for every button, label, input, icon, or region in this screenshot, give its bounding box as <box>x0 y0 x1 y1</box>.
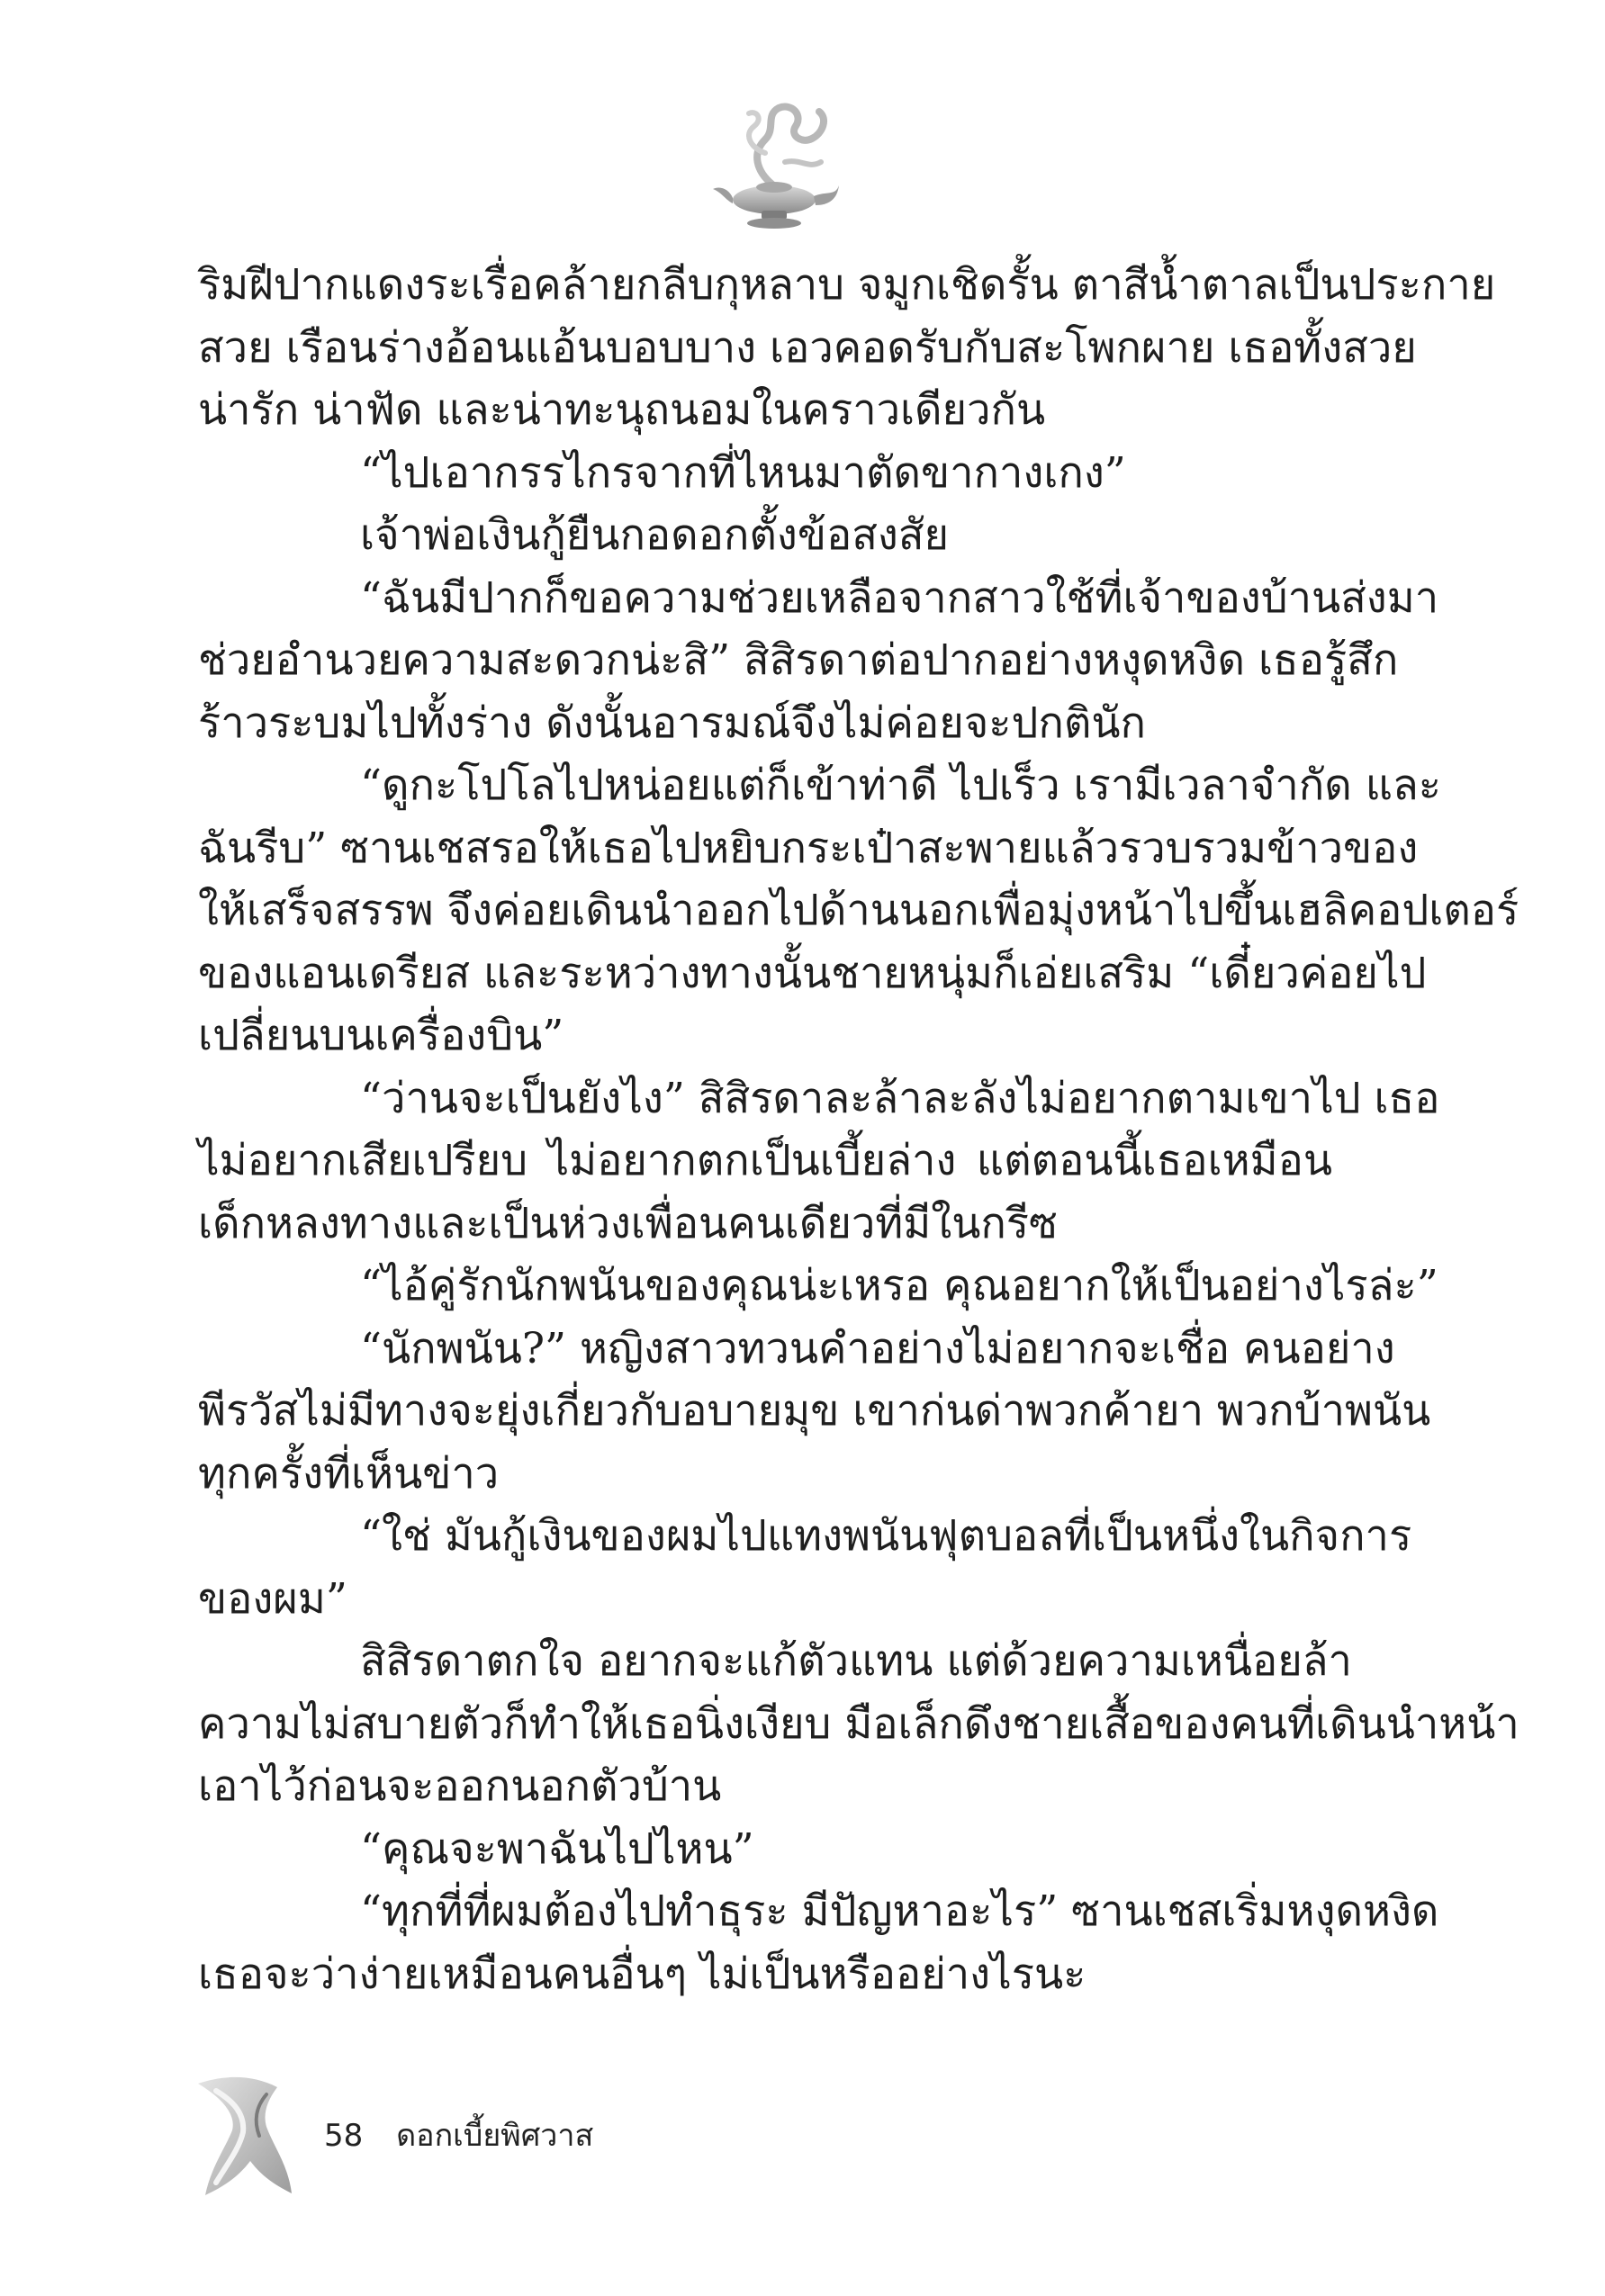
text-line: ทุกครั้งที่เห็นข่าว <box>198 1448 500 1499</box>
book-title: ดอกเบี้ยพิศวาส <box>396 2118 594 2154</box>
text-line: “ไปเอากรรไกรจากที่ไหนมาตัดขากางเกง” <box>360 447 1126 498</box>
text-line: “ไอ้คู่รักนักพนันของคุณน่ะเหรอ คุณอยากให้เป็นอย่างไรล่ะ” <box>360 1261 1438 1310</box>
text-line: สิสิรดาตกใจ อยากจะแก้ตัวแทน แต่ด้วยความเหนื่อยล้า <box>360 1636 1352 1686</box>
text-line: เธอจะว่าง่ายเหมือนคนอื่นๆ ไม่เป็นหรืออย่างไรนะ <box>198 1949 1087 1999</box>
text-line: “ทุกที่ที่ผมต้องไปทำธุระ มีปัญหาอะไร” ซานเชสเริ่มหงุดหงิด <box>360 1886 1439 1936</box>
text-line: “คุณจะพาฉันไปไหน” <box>360 1823 754 1874</box>
body-text <box>198 254 1519 2005</box>
page-footer <box>180 2075 720 2201</box>
footer-text <box>324 2111 593 2159</box>
text-line: พีรวัสไม่มีทางจะยุ่งเกี่ยวกับอบายมุข เขาก่นด่าพวกค้ายา พวกบ้าพนัน <box>198 1386 1431 1436</box>
text-line: “นักพนัน?” หญิงสาวทวนคำอย่างไม่อยากจะเชื่อ คนอย่าง <box>360 1323 1395 1373</box>
text-line: น่ารัก น่าฟัด และน่าทะนุถนอมในคราวเดียวกัน <box>198 385 1046 435</box>
text-line: ฉันรีบ” ซานเชสรอให้เธอไปหยิบกระเป๋าสะพายแล้วรวบรวมข้าวของ <box>198 823 1419 873</box>
text-line: ร้าวระบมไปทั้งร่าง ดังนั้นอารมณ์จึงไม่ค่อยจะปกตินัก <box>198 698 1146 748</box>
text-line: เจ้าพ่อเงินกู้ยืนกอดอกตั้งข้อสงสัย <box>360 510 950 560</box>
text-line: เด็กหลงทางและเป็นห่วงเพื่อนคนเดียวที่มีในกรีซ <box>198 1198 1058 1248</box>
text-line: ไม่อยากเสียเปรียบ ไม่อยากตกเป็นเบี้ยล่าง แต่ตอนนี้เธอเหมือน <box>198 1136 1332 1185</box>
text-line: สวย เรือนร่างอ้อนแอ้นบอบบาง เอวคอดรับกับสะโพกผาย เธอทั้งสวย <box>198 322 1417 373</box>
text-line: เอาไว้ก่อนจะออกนอกตัวบ้าน <box>198 1761 722 1811</box>
text-line: ของผม” <box>198 1573 347 1624</box>
text-line: ให้เสร็จสรรพ จึงค่อยเดินนำออกไปด้านนอกเพื่อมุ่งหน้าไปขึ้นเฮลิคอปเตอร์ <box>198 886 1519 935</box>
genie-lamp-icon <box>702 99 846 234</box>
text-line: “ฉันมีปากก็ขอความช่วยเหลือจากสาวใช้ที่เจ้าของบ้านส่งมา <box>360 572 1439 623</box>
text-line: “ว่านจะเป็นยังไง” สิสิรดาละล้าละลังไม่อยากตามเขาไป เธอ <box>360 1073 1440 1123</box>
ribbon-icon <box>180 2075 297 2201</box>
text-line: “ดูกะโปโลไปหน่อยแต่ก็เข้าท่าดี ไปเร็ว เรามีเวลาจำกัด และ <box>360 761 1442 810</box>
text-line: “ใช่ มันกู้เงินของผมไปแทงพนันฟุตบอลที่เป็นหนึ่งในกิจการ <box>360 1511 1412 1561</box>
page-number: 58 <box>324 2118 364 2154</box>
text-line: ของแอนเดรียส และระหว่างทางนั้นชายหนุ่มก็เอ่ยเสริม “เดี๋ยวค่อยไป <box>198 948 1427 998</box>
text-line: ช่วยอำนวยความสะดวกน่ะสิ” สิสิรดาต่อปากอย่างหงุดหงิด เธอรู้สึก <box>198 635 1399 685</box>
text-line: ริมฝีปากแดงระเรื่อคล้ายกลีบกุหลาบ จมูกเชิดรั้น ตาสีน้ำตาลเป็นประกาย <box>198 260 1496 310</box>
text-line: เปลี่ยนบนเครื่องบิน” <box>198 1011 564 1060</box>
text-line: ความไม่สบายตัวก็ทำให้เธอนิ่งเงียบ มือเล็กดึงชายเสื้อของคนที่เดินนำหน้า <box>198 1698 1519 1749</box>
